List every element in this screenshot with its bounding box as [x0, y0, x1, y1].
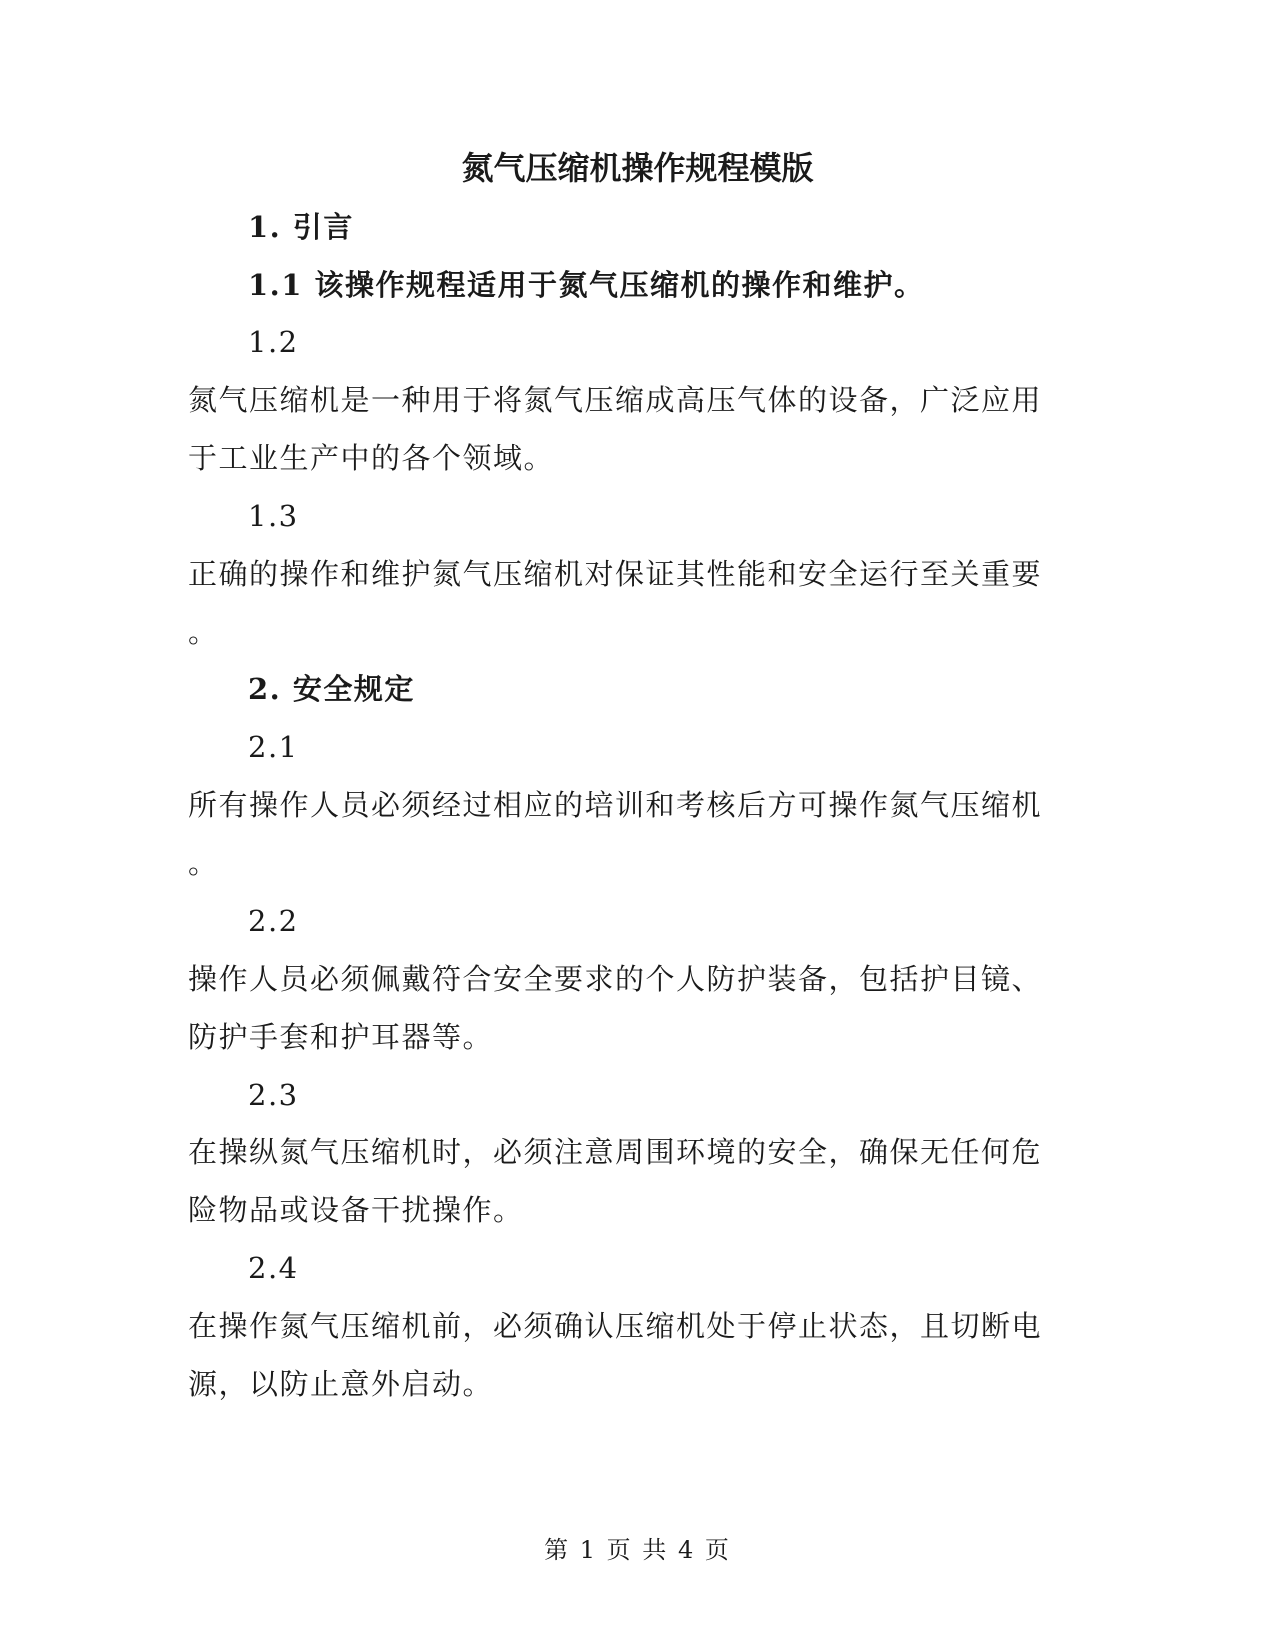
- paragraph-line: 险物品或设备干扰操作。: [188, 1193, 524, 1227]
- paragraph-line: 所有操作人员必须经过相应的培训和考核后方可操作氮气压缩机: [188, 788, 1043, 822]
- clause-1-1: 1.1 该操作规程适用于氮气压缩机的操作和维护。: [248, 268, 925, 302]
- paragraph-line: 于工业生产中的各个领域。: [188, 441, 555, 475]
- document-title: 氮气压缩机操作规程模版: [461, 149, 814, 187]
- clause-number-2-2: 2.2: [248, 904, 299, 938]
- paragraph-line: 在操纵氮气压缩机时，必须注意周围环境的安全，确保无任何危: [188, 1135, 1043, 1169]
- clause-number-1-2: 1.2: [248, 325, 299, 359]
- paragraph-line: 氮气压缩机是一种用于将氮气压缩成高压气体的设备，广泛应用: [188, 383, 1043, 417]
- paragraph-line: 源，以防止意外启动。: [188, 1367, 494, 1401]
- paragraph-line: 操作人员必须佩戴符合安全要求的个人防护装备，包括护目镜、: [188, 962, 1043, 996]
- clause-number-2-1: 2.1: [248, 730, 299, 764]
- paragraph-line: 防护手套和护耳器等。: [188, 1020, 494, 1054]
- clause-number-2-3: 2.3: [248, 1078, 299, 1112]
- paragraph-line: 正确的操作和维护氮气压缩机对保证其性能和安全运行至关重要: [188, 557, 1043, 591]
- section-heading-2: 2. 安全规定: [248, 672, 415, 706]
- clause-number-2-4: 2.4: [248, 1251, 299, 1285]
- paragraph-line: 。: [188, 615, 219, 649]
- clause-number-1-3: 1.3: [248, 499, 299, 533]
- page-footer: 第 1 页 共 4 页: [544, 1536, 731, 1564]
- section-heading-1: 1. 引言: [248, 210, 354, 244]
- paragraph-line: 在操作氮气压缩机前，必须确认压缩机处于停止状态，且切断电: [188, 1309, 1043, 1343]
- paragraph-line: 。: [188, 846, 219, 880]
